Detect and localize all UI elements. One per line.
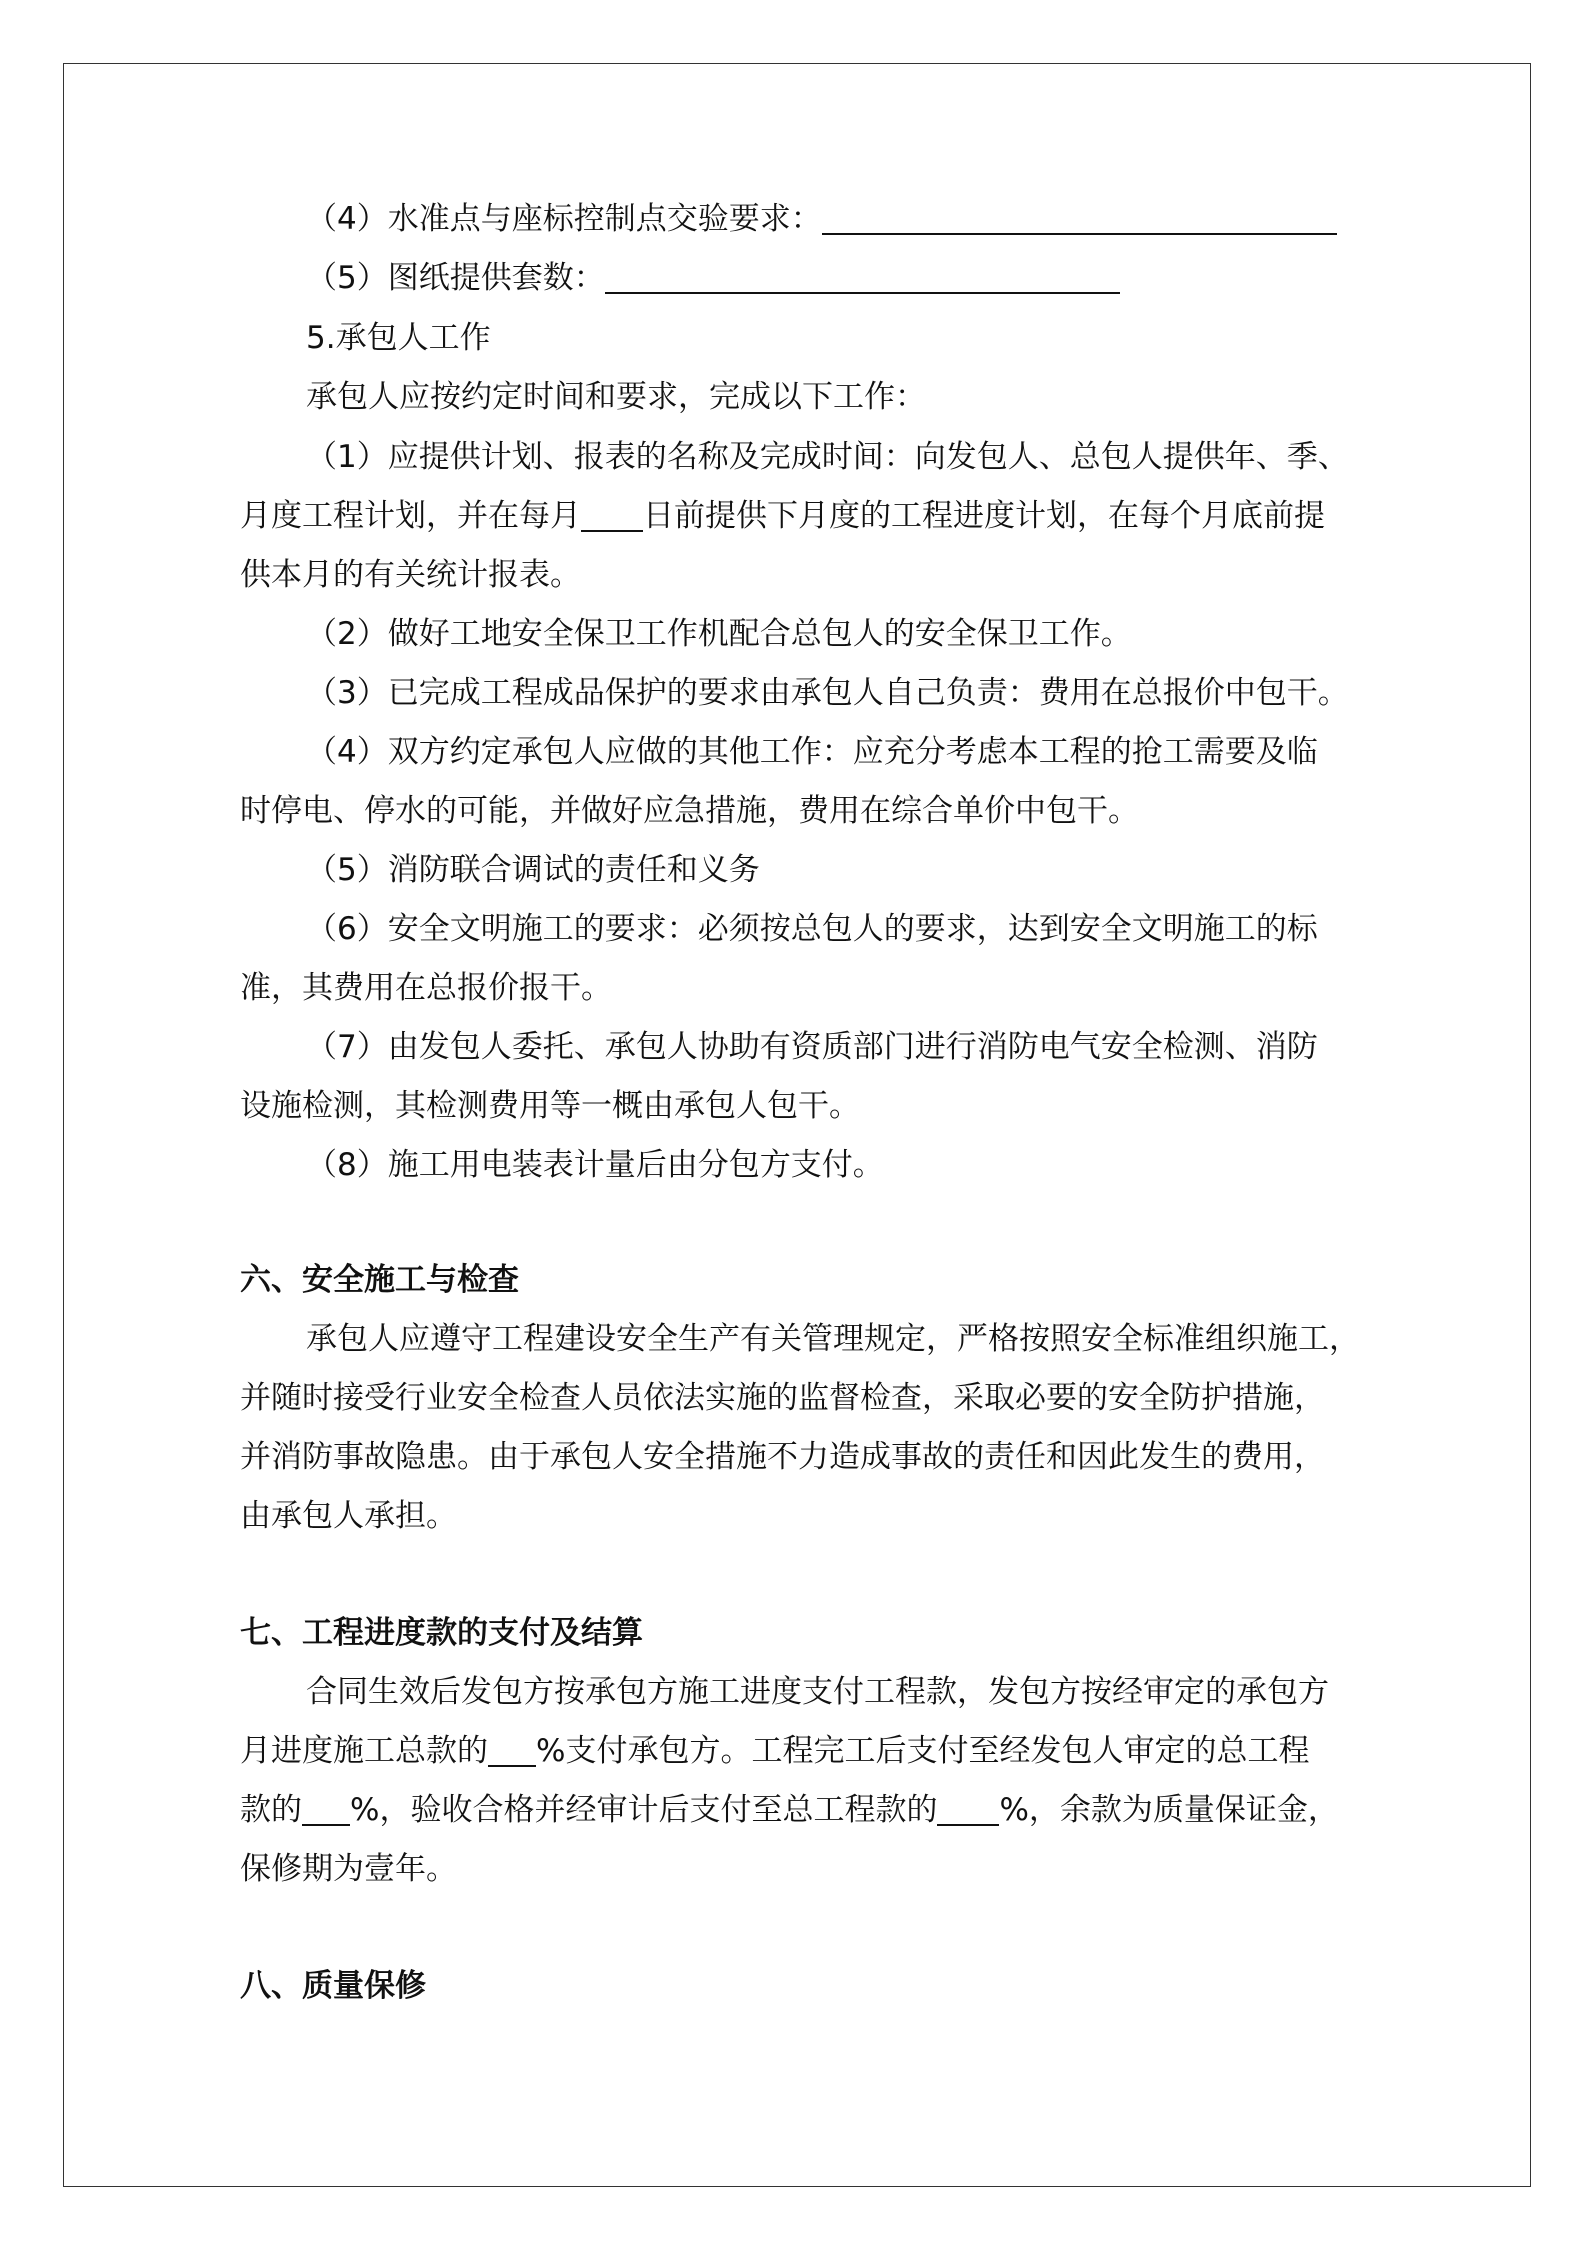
work-6-line-1: （6）安全文明施工的要求：必须按总包人的要求，达到安全文明施工的标: [306, 911, 1318, 947]
section-5-intro: 承包人应按约定时间和要求，完成以下工作：: [306, 379, 926, 415]
item-5-text: （5）图纸提供套数：: [306, 260, 605, 296]
section-6-line-1: 承包人应遵守工程建设安全生产有关管理规定，严格按照安全标准组织施工，: [306, 1321, 1360, 1357]
work-7-line-2: 设施检测，其检测费用等一概由承包人包干。: [240, 1088, 860, 1124]
work-1-line-2: [240, 496, 1325, 536]
section-7-title: 七、工程进度款的支付及结算: [240, 1615, 643, 1651]
section-6-title: 六、安全施工与检查: [240, 1262, 519, 1298]
blank-field: [488, 1735, 536, 1767]
work-6-line-2: 准，其费用在总报价报干。: [240, 970, 612, 1006]
section-7-line-2: [240, 1731, 1309, 1771]
section-6-line-3: 并消防事故隐患。由于承包人安全措施不力造成事故的责任和因此发生的费用，: [240, 1439, 1325, 1475]
blank-field: [605, 262, 1120, 294]
section-6-line-2: 并随时接受行业安全检查人员依法实施的监督检查，采取必要的安全防护措施，: [240, 1380, 1325, 1416]
section-7-line-4: 保修期为壹年。: [240, 1851, 457, 1887]
work-4-line-1: （4）双方约定承包人应做的其他工作：应充分考虑本工程的抢工需要及临: [306, 734, 1318, 770]
work-7-line-1: （7）由发包人委托、承包人协助有资质部门进行消防电气安全检测、消防: [306, 1029, 1318, 1065]
work-1-line-1: （1）应提供计划、报表的名称及完成时间：向发包人、总包人提供年、季、: [306, 439, 1349, 475]
item-4-line: [306, 199, 1337, 239]
work-4-line-2: 时停电、停水的可能，并做好应急措施，费用在综合单价中包干。: [240, 793, 1139, 829]
work-1-line-3: 供本月的有关统计报表。: [240, 557, 581, 593]
blank-field: [822, 203, 1337, 235]
work-3: （3）已完成工程成品保护的要求由承包人自己负责：费用在总报价中包干。: [306, 675, 1349, 711]
section-7-line-1: 合同生效后发包方按承包方施工进度支付工程款，发包方按经审定的承包方: [306, 1674, 1329, 1710]
section-7-text-b: %支付承包方。工程完工后支付至经发包人审定的总工程: [536, 1733, 1310, 1769]
section-7-line-3: [240, 1790, 1339, 1830]
blank-field: [302, 1794, 350, 1826]
work-5: （5）消防联合调试的责任和义务: [306, 852, 760, 888]
item-4-text: （4）水准点与座标控制点交验要求：: [306, 201, 822, 237]
work-1-text-b: 日前提供下月度的工程进度计划，在每个月底前提: [643, 498, 1325, 534]
section-5-title: 5.承包人工作: [306, 320, 491, 356]
work-1-text-a: 月度工程计划，并在每月: [240, 498, 581, 534]
work-8: （8）施工用电装表计量后由分包方支付。: [306, 1147, 884, 1183]
section-7-text-c: 款的: [240, 1792, 302, 1828]
section-7-text-d: %，验收合格并经审计后支付至总工程款的: [350, 1792, 938, 1828]
section-6-line-4: 由承包人承担。: [240, 1498, 457, 1534]
item-5-line: [306, 258, 1120, 298]
blank-field: [581, 500, 643, 532]
work-2: （2）做好工地安全保卫工作机配合总包人的安全保卫工作。: [306, 616, 1132, 652]
section-7-text-e: %，余款为质量保证金，: [999, 1792, 1339, 1828]
section-8-title: 八、质量保修: [240, 1968, 426, 2004]
section-7-text-a: 月进度施工总款的: [240, 1733, 488, 1769]
blank-field: [937, 1794, 999, 1826]
